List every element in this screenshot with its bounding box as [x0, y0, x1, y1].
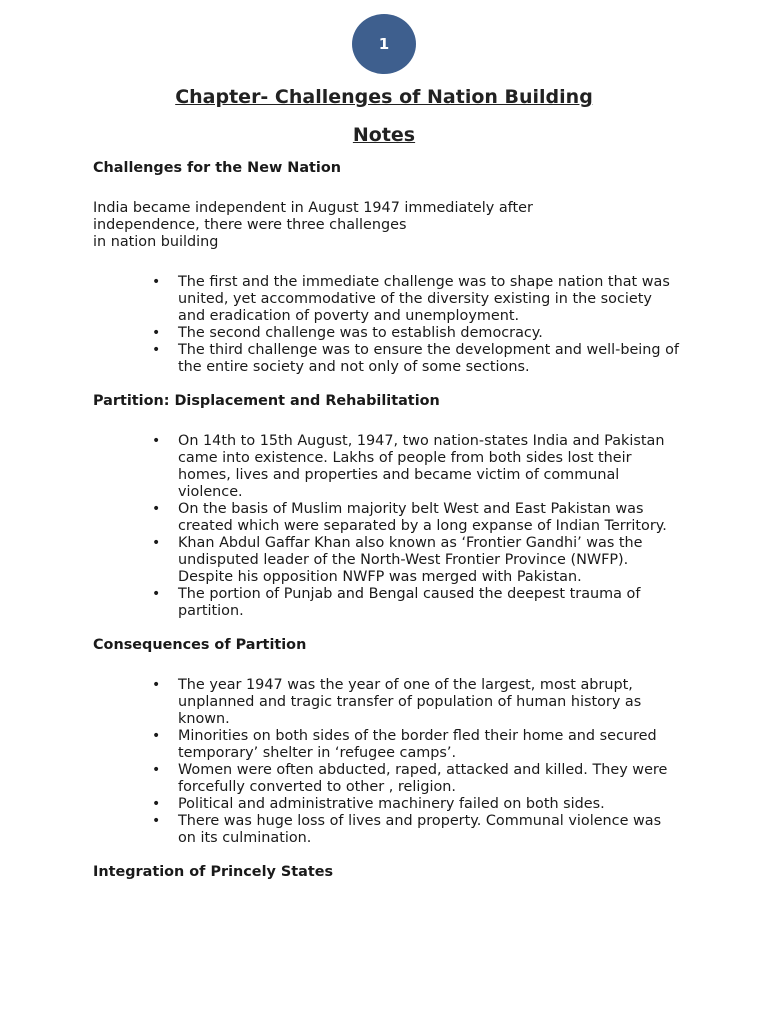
list-item: • Political and administrative machinery failed on both sides.	[178, 796, 683, 813]
section-heading: Challenges for the New Nation	[93, 160, 341, 176]
chapter-title: Chapter- Challenges of Nation Building	[175, 86, 593, 108]
list-item: • Minorities on both sides of the border fled their home and secured temporary’ shelter in ‘refugee camps’.	[178, 728, 683, 762]
list-item: • Khan Abdul Gaffar Khan also known as ‘Frontier Gandhi’ was the undisputed leader of the North-West Frontier Province (NWFP). Despite his opposition NWFP was merged with Pakistan.	[178, 535, 683, 586]
section-heading: Consequences of Partition	[93, 637, 307, 653]
list-item: • The first and the immediate challenge was to shape nation that was united, yet accommodative of the diversity existing in the society and eradication of poverty and unemployment.	[178, 274, 683, 325]
section-heading: Partition: Displacement and Rehabilitation	[93, 393, 440, 409]
list-item: • On the basis of Muslim majority belt West and East Pakistan was created which were separated by a long expanse of Indian Territory.	[178, 501, 683, 535]
notes-title: Notes	[352, 124, 416, 146]
bullet-list	[93, 677, 683, 847]
document-body	[93, 160, 683, 881]
list-item: • There was huge loss of lives and property. Communal violence was on its culmination.	[178, 813, 683, 847]
list-item: • The third challenge was to ensure the development and well-being of the entire society and not only of some sections.	[178, 342, 683, 376]
page-number-badge	[352, 14, 416, 74]
paragraph-line: in nation building	[93, 234, 219, 250]
list-item: • Women were often abducted, raped, attacked and killed. They were forcefully converted to other , religion.	[178, 762, 683, 796]
list-item: • The year 1947 was the year of one of the largest, most abrupt, unplanned and tragic transfer of population of human history as known.	[178, 677, 683, 728]
paragraph-line: independence, there were three challenges	[93, 217, 407, 233]
bullet-list	[93, 274, 683, 376]
list-item: • On 14th to 15th August, 1947, two nation-states India and Pakistan came into existence. Lakhs of people from both sides lost their homes, lives and properties and became victim of communal violence.	[178, 433, 683, 501]
list-item: • The portion of Punjab and Bengal caused the deepest trauma of partition.	[178, 586, 683, 620]
bullet-list	[93, 433, 683, 620]
list-item: • The second challenge was to establish democracy.	[178, 325, 683, 342]
section-heading: Integration of Princely States	[93, 864, 334, 880]
paragraph-line: India became independent in August 1947 immediately after	[93, 200, 533, 216]
page-number: 1	[378, 35, 390, 53]
intro-paragraph	[93, 200, 583, 251]
